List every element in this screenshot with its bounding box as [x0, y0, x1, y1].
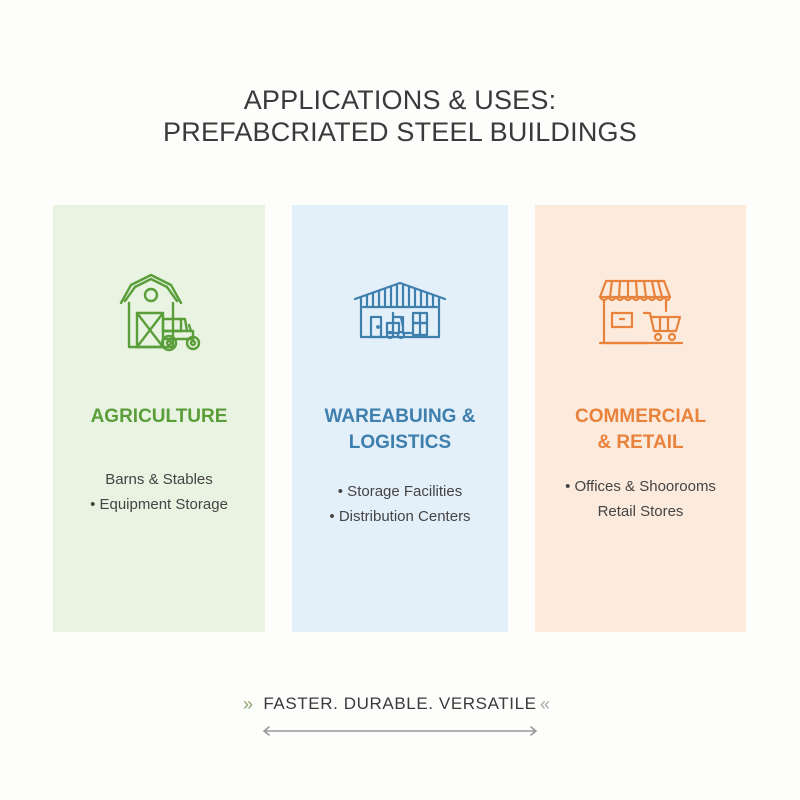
title-line-2: PREFABCRIATED STEEL BUILDINGS [163, 117, 637, 147]
card-heading-commercial: COMMERCIAL & RETAIL [575, 406, 706, 453]
list-item: • Storage Facilities [337, 483, 463, 500]
warehouse-forklift-icon [353, 281, 447, 341]
card-heading-warehousing: WAREABUING & LOGISTICS [324, 406, 476, 453]
tagline: FASTER. DURABLE. VERSATILE [263, 694, 537, 713]
chevron-right-icon: » [243, 694, 254, 714]
double-arrow-icon [262, 726, 538, 736]
card-list-commercial [535, 474, 746, 524]
title-line-1: APPLICATIONS & USES: [243, 85, 557, 115]
card-warehousing [292, 205, 508, 632]
barn-tractor-icon [117, 273, 201, 353]
page-title [0, 84, 800, 148]
list-item: • Offices & Shoorooms [565, 478, 716, 495]
card-heading-agriculture: AGRICULTURE [90, 406, 228, 427]
card-commercial [535, 205, 746, 632]
storefront-cart-icon [598, 279, 684, 349]
list-item: Retail Stores [597, 503, 684, 520]
chevron-left-icon: « [540, 694, 551, 714]
card-list-warehousing [292, 479, 508, 529]
list-item: • Equipment Storage [90, 496, 228, 513]
card-agriculture [53, 205, 265, 632]
card-list-agriculture [53, 467, 265, 517]
list-item: • Distribution Centers [329, 508, 471, 525]
list-item: Barns & Stables [105, 471, 213, 488]
